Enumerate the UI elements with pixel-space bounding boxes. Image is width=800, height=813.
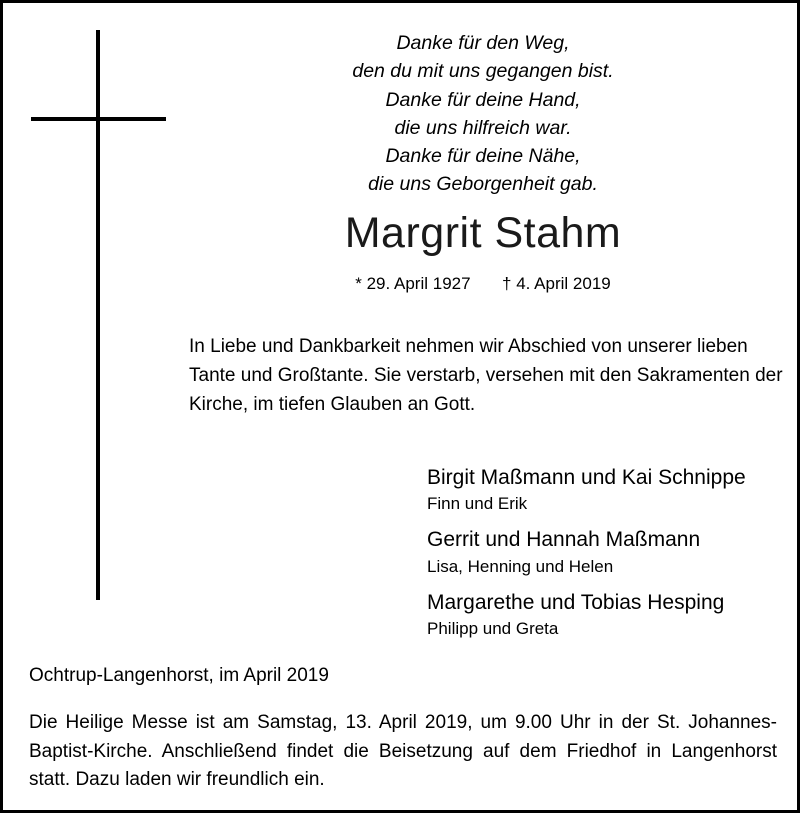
family-main-names: Margarethe und Tobias Hesping (427, 590, 725, 614)
memorial-poem (183, 29, 783, 199)
family-group (427, 465, 797, 515)
poem-line: Danke für den Weg, (396, 32, 570, 54)
poem-line: den du mit uns gegangen bist. (352, 60, 614, 83)
family-main-names: Birgit Maßmann und Kai Schnippe (427, 466, 746, 489)
intro-paragraph: In Liebe und Dankbarkeit nehmen wir Abschied von unserer lieben Tante und Großtante. Sie verstarb, versehen mit den Sakramenten der Kirche, im tiefen Glauben an Gott. (189, 336, 783, 415)
poem-line: die uns hilfreich war. (394, 116, 572, 139)
cross-horizontal-bar (31, 117, 166, 121)
cross-symbol (3, 3, 183, 643)
poem-line: Danke für deine Hand, (385, 88, 581, 111)
deceased-name: Margrit Stahm (344, 209, 622, 257)
family-sub-names: Finn und Erik (427, 494, 528, 514)
family-list (427, 465, 797, 640)
family-sub-names: Philipp und Greta (427, 618, 559, 638)
service-details: Die Heilige Messe ist am Samstag, 13. April 2019, um 9.00 Uhr in der St. Johannes-Baptist-Kirche. Anschließend findet die Beisetzung auf dem Friedhof in Langenhorst statt. Dazu laden wir freundlich ein. (29, 712, 777, 790)
family-main-names: Gerrit und Hannah Maßmann (427, 528, 701, 552)
cross-vertical-bar (96, 30, 100, 600)
family-group (427, 527, 797, 577)
death-date: † 4. April 2019 (502, 274, 611, 293)
family-group (427, 590, 797, 640)
poem-line: Danke für deine Nähe, (385, 145, 581, 168)
life-dates (183, 274, 783, 294)
poem-line: die uns Geborgenheit gab. (368, 173, 598, 196)
family-sub-names: Lisa, Henning und Helen (427, 556, 614, 576)
place-and-date: Ochtrup-Langenhorst, im April 2019 (29, 665, 329, 686)
birth-date: * 29. April 1927 (355, 274, 471, 293)
